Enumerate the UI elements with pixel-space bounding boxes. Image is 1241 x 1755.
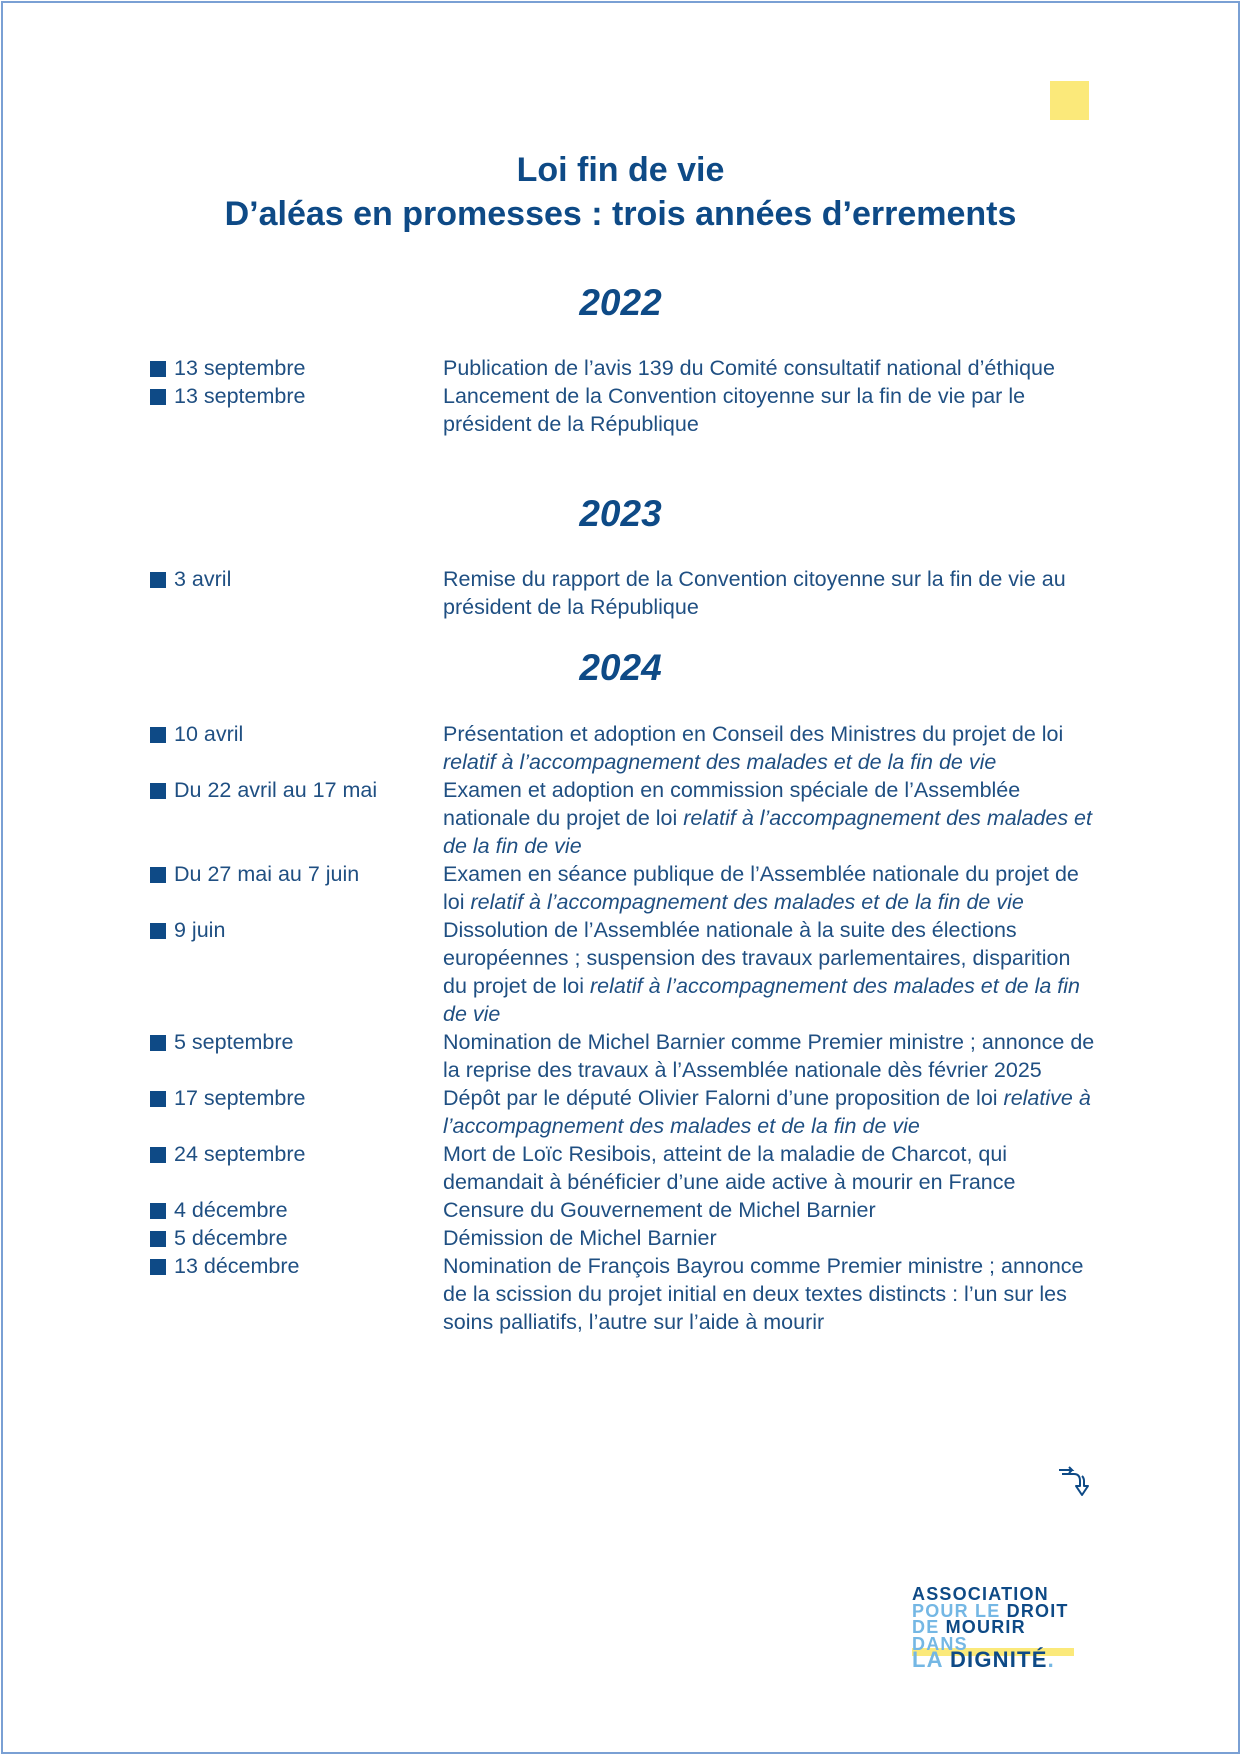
event-description: Examen et adoption en commission spéciale de l’Assemblée nationale du projet de loi relatif à l’accompagnement des malades et de la fin de vie — [443, 778, 1092, 858]
event-description: Publication de l’avis 139 du Comité consultatif national d’éthique — [443, 356, 1055, 380]
event-description: Remise du rapport de la Convention citoyenne sur la fin de vie au président de la République — [443, 567, 1066, 619]
event-description: Nomination de François Bayrou comme Premier ministre ; annonce de la scission du projet initial en deux textes distincts : l’un sur les soins palliatifs, l’autre sur l’aide à mourir — [443, 1254, 1084, 1334]
list-item — [150, 1084, 1100, 1140]
event-date: Du 27 mai au 7 juin — [174, 862, 360, 886]
event-date: Du 22 avril au 17 mai — [174, 778, 378, 802]
event-date: 13 septembre — [174, 384, 306, 408]
event-description: Mort de Loïc Resibois, atteint de la maladie de Charcot, qui demandait à bénéficier d’une aide active à mourir en France — [443, 1142, 1016, 1194]
bullet-square-icon — [150, 923, 166, 939]
event-description: Dissolution de l’Assemblée nationale à la suite des élections européennes ; suspension des travaux parlementaires, disparition du projet de loi relatif à l’accompagnement des malades et de la fin de vie — [443, 918, 1081, 1026]
event-description: Dépôt par le député Olivier Falorni d’une proposition de loi relative à l’accompagnement des malades et de la fin de vie — [443, 1086, 1091, 1138]
events-2022 — [150, 354, 1100, 438]
list-item — [150, 860, 1100, 916]
arrow-down-right-icon — [1056, 1464, 1090, 1498]
list-item — [150, 1196, 1100, 1224]
bullet-square-icon — [150, 727, 166, 743]
event-date: 13 décembre — [174, 1254, 300, 1278]
year-heading-2023: 2023 — [579, 493, 662, 534]
year-heading-2024: 2024 — [579, 647, 662, 688]
bullet-square-icon — [150, 1035, 166, 1051]
bullet-square-icon — [150, 1147, 166, 1163]
list-item — [150, 382, 1100, 438]
bullet-square-icon — [150, 389, 166, 405]
event-description: Démission de Michel Barnier — [443, 1226, 717, 1250]
events-2024 — [150, 720, 1100, 1336]
list-item — [150, 1140, 1100, 1196]
event-date: 5 septembre — [174, 1030, 294, 1054]
event-description: Examen en séance publique de l’Assemblée nationale du projet de loi relatif à l’accompagnement des malades et de la fin de vie — [443, 862, 1079, 914]
list-item — [150, 720, 1100, 776]
page-title — [0, 148, 1241, 236]
title-line-1: Loi fin de vie — [516, 151, 725, 189]
event-date: 10 avril — [174, 722, 244, 746]
event-date: 4 décembre — [174, 1198, 288, 1222]
event-description: Nomination de Michel Barnier comme Premier ministre ; annonce de la reprise des travaux à l’Assemblée nationale dès février 2025 — [443, 1030, 1095, 1082]
event-date: 24 septembre — [174, 1142, 306, 1166]
bullet-square-icon — [150, 572, 166, 588]
list-item — [150, 1224, 1100, 1252]
bullet-square-icon — [150, 783, 166, 799]
event-description: Présentation et adoption en Conseil des Ministres du projet de loi relatif à l’accompagnement des malades et de la fin de vie — [443, 722, 1064, 774]
list-item — [150, 565, 1100, 621]
events-2023 — [150, 565, 1100, 621]
list-item — [150, 1252, 1100, 1336]
bullet-square-icon — [150, 1231, 166, 1247]
year-heading-2022: 2022 — [579, 282, 662, 323]
list-item — [150, 1028, 1100, 1084]
event-date: 5 décembre — [174, 1226, 288, 1250]
bullet-square-icon — [150, 1259, 166, 1275]
event-date: 9 juin — [174, 918, 226, 942]
bullet-square-icon — [150, 867, 166, 883]
list-item — [150, 354, 1100, 382]
event-date: 3 avril — [174, 567, 232, 591]
corner-yellow-square — [1050, 81, 1089, 120]
event-description: Censure du Gouvernement de Michel Barnier — [443, 1198, 876, 1222]
title-line-2: D’aléas en promesses : trois années d’errements — [224, 195, 1017, 233]
event-date: 17 septembre — [174, 1086, 306, 1110]
bullet-square-icon — [150, 1203, 166, 1219]
list-item — [150, 916, 1100, 1028]
bullet-square-icon — [150, 361, 166, 377]
association-logo: ASSOCIATION POUR LE DROIT DE MOURIR DANS LA DIGNITÉ. — [912, 1586, 1080, 1670]
bullet-square-icon — [150, 1091, 166, 1107]
list-item — [150, 776, 1100, 860]
event-date: 13 septembre — [174, 356, 306, 380]
event-description: Lancement de la Convention citoyenne sur la fin de vie par le président de la République — [443, 384, 1026, 436]
